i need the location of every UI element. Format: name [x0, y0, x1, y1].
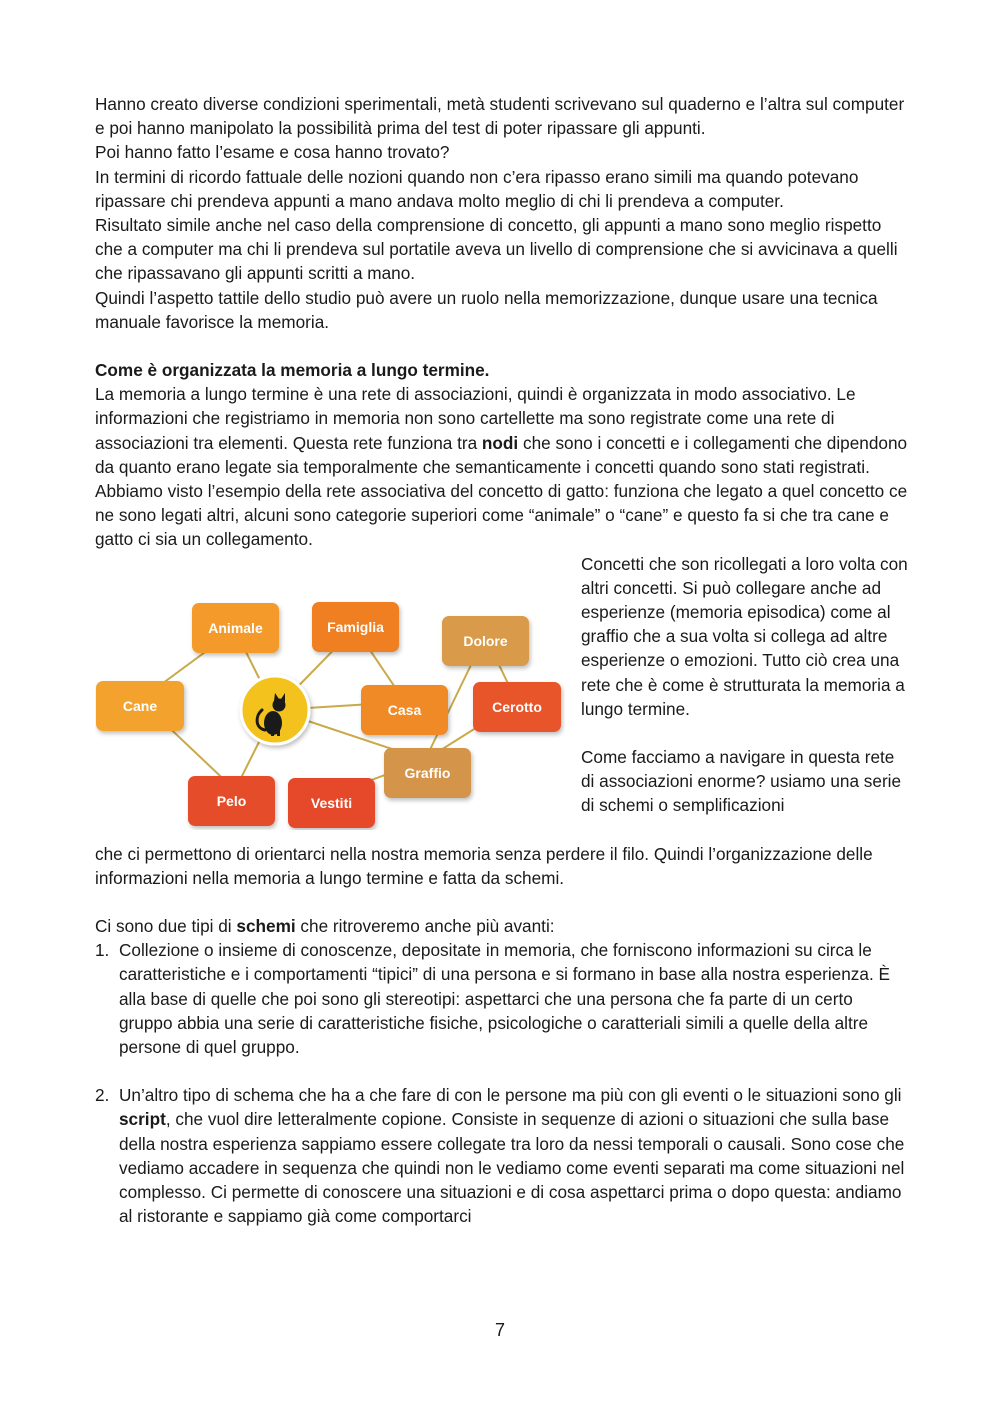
intro-line: Quindi l’aspetto tattile dello studio può avere un ruolo nella memorizzazione, dunque usare una tecnica manuale favorisce la memoria. [95, 287, 878, 332]
svg-text:Dolore: Dolore [463, 632, 508, 649]
intro-line: Poi hanno fatto l’esame e cosa hanno trovato? [95, 142, 450, 163]
svg-text:Casa: Casa [387, 701, 422, 718]
svg-text:Famiglia: Famiglia [327, 618, 384, 635]
node-pelo [188, 776, 275, 826]
page-number: 7 [494, 1320, 505, 1340]
schemas-intro: Ci sono due tipi di schemi che ritroveremo anche più avanti: [95, 916, 555, 937]
bold-term-script: script [119, 1109, 166, 1130]
bold-term-schemi: schemi [236, 916, 296, 937]
node-famiglia [312, 602, 399, 652]
svg-text:Animale: Animale [208, 619, 263, 636]
node-dolore [442, 616, 529, 666]
intro-line: Hanno creato diverse condizioni sperimentali, metà studenti scrivevano sul quaderno e l’altra sul computer e poi hanno manipolato la possibilità prima del test di poter ripassare gli appunti. [95, 94, 905, 139]
intro-line: Risultato simile anche nel caso della comprensione di concetto, gli appunti a mano sono meglio rispetto che a computer ma chi li prendeva sul portatile aveva un livello di comprensione che si avvicinava a quelli che ripassavano gli appunti scritti a mano. [95, 215, 898, 284]
node-vestiti [288, 778, 375, 828]
svg-text:Cerotto: Cerotto [492, 698, 542, 715]
section-paragraph-1: La memoria a lungo termine è una rete di associazioni, quindi è organizzata in modo associativo. Le informazioni che registriamo in memoria non sono cartellette ma sono registrate come una rete di associazioni tra elementi. Questa rete funziona tra nodi che sono i concetti e i collegamenti che dipendono da quanto erano legate sia temporalmente che semanticamente i concetti quando sono stati registrati. [95, 384, 908, 477]
svg-text:Graffio: Graffio [404, 764, 451, 781]
schemas-list [95, 938, 910, 1228]
list-item: 2. Un’altro tipo di schema che ha a che fare di con le persone ma più con gli eventi o le situazioni sono gli script, che vuol dire letteralmente copione. Consiste in sequenze di azioni o situazioni che sulla base della nostra esperienza sappiamo essere collegate tra loro da nessi temporali o causali. Sono cose che vediamo accadere in sequenza che quindi non le vediamo come eventi separati ma come situazioni nel complesso. Ci permette di conoscere una situazioni e di cosa aspettarci prima o dopo questa: andiamo al ristorante e sappiamo già come comportarci [95, 1085, 905, 1227]
cat-node [241, 676, 309, 744]
svg-text:Pelo: Pelo [216, 792, 247, 809]
side-paragraph-1: Concetti che son ricollegati a loro volta con altri concetti. Si può collegare anche ad esperienze (memoria episodica) come al graffio che a sua volta si collega ad altre esperienze o emozioni. Tutto ciò crea una rete che è come è strutturata la memoria a lungo termine. [581, 553, 908, 719]
figure-row [95, 552, 910, 842]
node-casa [361, 685, 448, 735]
list-number: 2. [95, 1085, 110, 1106]
document-page [95, 92, 910, 1229]
svg-text:Vestiti: Vestiti [310, 794, 353, 811]
node-cane [96, 681, 184, 731]
bold-term-nodi: nodi [481, 432, 519, 453]
continuation-paragraph: che ci permettono di orientarci nella nostra memoria senza perdere il filo. Quindi l’organizzazione delle informazioni nella memoria a lungo termine e fatta da schemi. [95, 843, 873, 888]
svg-text:Cane: Cane [122, 697, 158, 714]
side-text [581, 552, 911, 818]
association-network-diagram [95, 560, 565, 830]
node-animale [192, 603, 279, 653]
section-paragraph-2: Abbiamo visto l’esempio della rete associativa del concetto di gatto: funziona che legato a quel concetto ce ne sono legati altri, alcuni sono categorie superiori come “animale” o “cane” e questo fa si che tra cane e gatto ci sia un collegamento. [95, 481, 908, 550]
side-paragraph-2: Come facciamo a navigare in questa rete di associazioni enorme? usiamo una serie di schemi o semplificazioni [581, 747, 902, 816]
list-item: 1. Collezione o insieme di conoscenze, depositate in memoria, che forniscono informazioni su circa le caratteristiche e i comportamenti “tipici” di una persona e si formano in base alla nostra esperienza. È alla base di quelle che poi sono gli stereotipi: aspettarci che una persona che fa parte di un certo gruppo abbia una serie di caratteristiche fisiche, psicologiche o caratteriali simili a quelle della altre persone di quel gruppo. [95, 940, 890, 1058]
node-cerotto [473, 682, 561, 732]
section-heading: Come è organizzata la memoria a lungo termine. [95, 360, 490, 381]
node-graffio [384, 748, 471, 798]
list-number: 1. [95, 940, 110, 961]
intro-line: In termini di ricordo fattuale delle nozioni quando non c’era ripasso erano simili ma quando potevano ripassare chi prendeva appunti a mano andava molto meglio di chi li prendeva a computer. [95, 166, 859, 211]
